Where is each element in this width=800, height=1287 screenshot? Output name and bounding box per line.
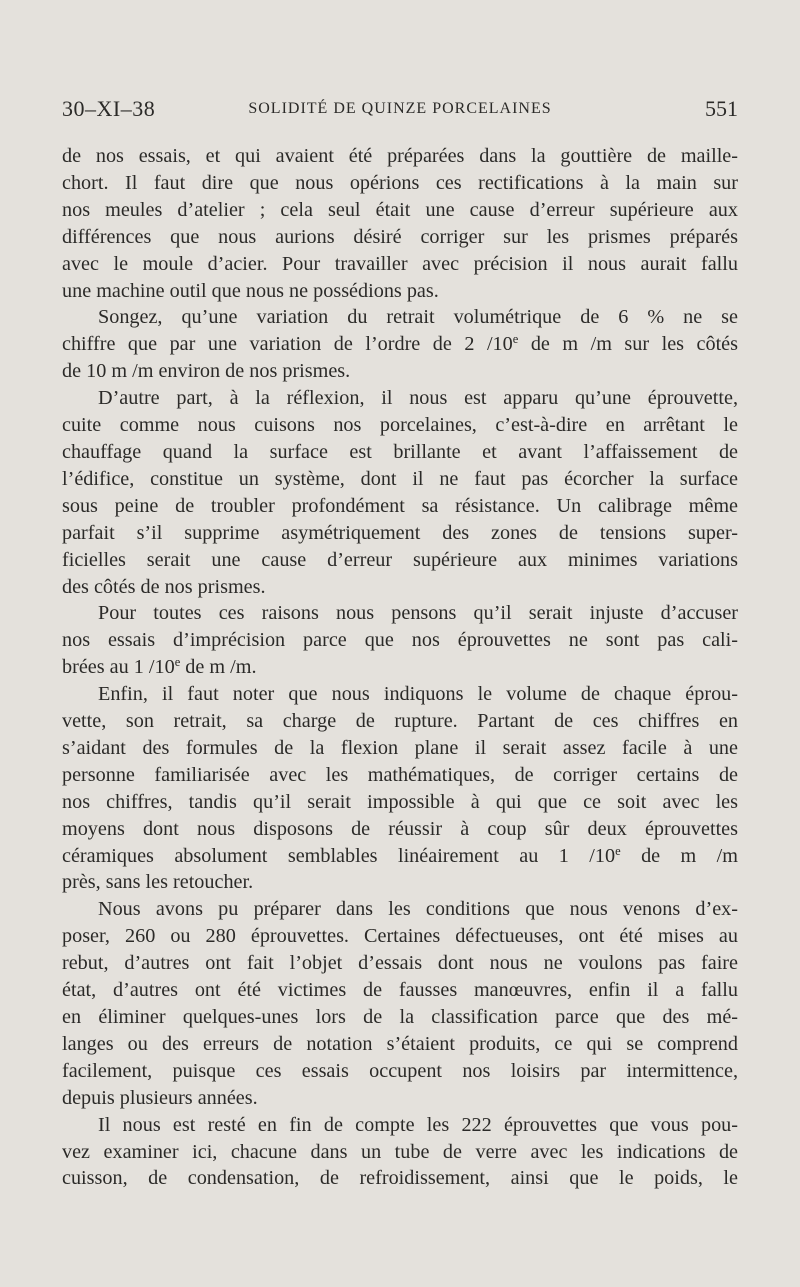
text-line [62,654,738,681]
text-span: brées au 1 /10 [62,656,175,679]
text-line: ficielles serait une cause d’erreur supérieure aux minimes variations [62,548,738,571]
text-line: chort. Il faut dire que nous opérions ces rectifications à la main sur [62,171,738,194]
body-text [62,143,738,1192]
text-line: vette, son retrait, sa charge de rupture. Partant de ces chiffres en [62,710,738,733]
text-line: personne familiarisée avec les mathématiques, de corriger certains de [62,763,738,786]
text-line: état, d’autres ont été victimes de fausses manœuvres, enfin il a fallu [62,979,738,1002]
text-line: moyens dont nous disposons de réussir à coup sûr deux éprouvettes [62,817,738,840]
text-span: chiffre que par une variation de l’ordre de 2 /10 [62,333,513,356]
text-line: une machine outil que nous ne possédions pas. [62,279,439,302]
text-line: chauffage quand la surface est brillante et avant l’affaissement de [62,440,738,463]
text-line: de nos essais, et qui avaient été préparées dans la gouttière de maille- [62,145,738,167]
text-line: langes ou des erreurs de notation s’étaient produits, ce qui se comprend [62,1032,738,1055]
text-line: Nous avons pu préparer dans les conditions que nous venons d’ex- [98,898,738,921]
text-line: nos meules d’atelier ; cela seul était une cause d’erreur supérieure aux [62,198,738,221]
text-line: des côtés de nos prismes. [62,575,266,598]
text-span: de m /m [620,844,738,867]
text-line: près, sans les retoucher. [62,871,254,894]
text-line: Enfin, il faut noter que nous indiquons le volume de chaque éprou- [98,683,738,706]
text-line: facilement, puisque ces essais occupent nos loisirs par intermittence, [62,1059,738,1082]
text-line: Songez, qu’une variation du retrait volumétrique de 6 % ne se [98,306,738,329]
text-line [62,843,738,870]
text-line: vez examiner ici, chacune dans un tube de verre avec les indications de [62,1140,738,1163]
text-line: en éliminer quelques-unes lors de la classification parce que des mé- [62,1006,738,1028]
text-line: Pour toutes ces raisons nous pensons qu’il serait injuste d’accuser [98,602,738,625]
text-line: Il nous est resté en fin de compte les 222 éprouvettes que vous pou- [98,1113,738,1136]
text-line: différences que nous aurions désiré corriger sur les prismes préparés [62,225,738,248]
text-line: s’aidant des formules de la flexion plane il serait assez facile à une [62,736,738,759]
text-line: cuite comme nous cuisons nos porcelaines, c’est-à-dire en arrêtant le [62,414,738,437]
page-number: 551 [705,96,738,121]
text-line: sous peine de troubler profondément sa résistance. Un calibrage même [62,494,738,517]
text-line: parfait s’il supprime asymétriquement des zones de tensions super- [62,521,738,544]
text-line [62,331,738,358]
text-line: poser, 260 ou 280 éprouvettes. Certaines défectueuses, ont été mises au [62,925,738,948]
header-date: 30–XI–38 [62,96,156,121]
running-header [62,96,738,128]
text-line: l’édifice, constitue un système, dont il ne faut pas écorcher la surface [62,467,738,490]
text-line: de 10 m /m environ de nos prismes. [62,360,351,383]
superscript: e [512,332,519,347]
text-span: céramiques absolument semblables linéairement au 1 /10 [62,844,616,867]
text-line: rebut, d’autres ont fait l’objet d’essais dont nous ne voulons pas faire [62,952,738,975]
text-line: depuis plusieurs années. [62,1086,258,1109]
text-line: avec le moule d’acier. Pour travailler avec précision il nous aurait fallu [62,252,738,275]
header-title: SOLIDITÉ DE QUINZE PORCELAINES [248,100,552,117]
superscript: e [615,843,621,858]
text-span: de m /m sur les côtés [518,333,739,356]
text-span: de m /m. [180,656,257,679]
text-line: nos chiffres, tandis qu’il serait impossible à qui que ce soit avec les [62,790,738,813]
text-line: D’autre part, à la réflexion, il nous est apparu qu’une éprouvette, [98,387,738,410]
text-line: cuisson, de condensation, de refroidissement, ainsi que le poids, le [62,1167,738,1190]
superscript: e [174,655,181,670]
text-line: nos essais d’imprécision parce que nos éprouvettes ne sont pas cali- [62,629,738,652]
